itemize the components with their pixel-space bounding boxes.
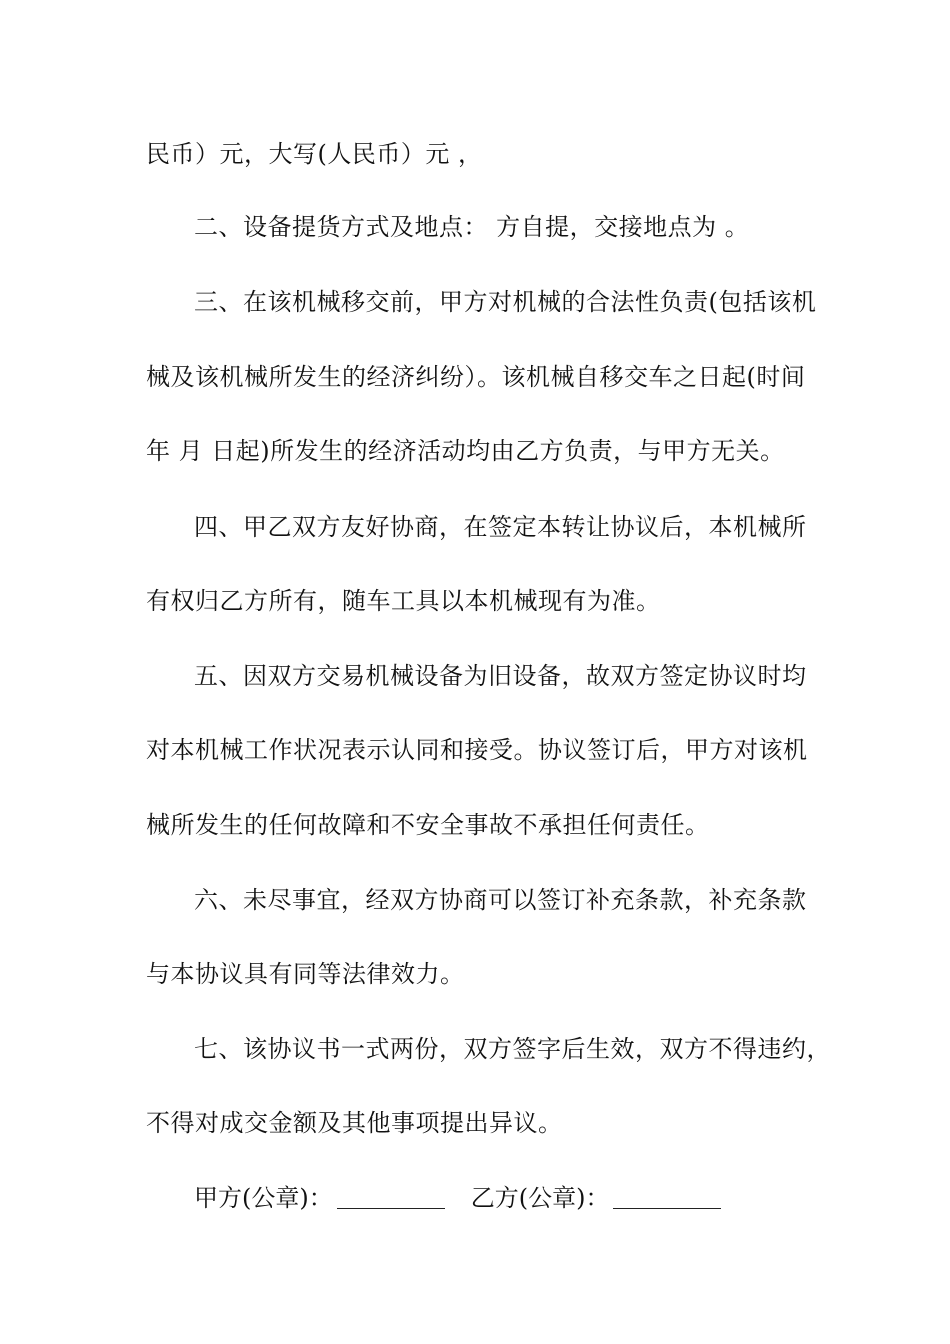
text-line-8: 五、因双方交易机械设备为旧设备，故双方签定协议时均 [194, 662, 807, 690]
text-line-6: 四、甲乙双方友好协商，在签定本转让协议后，本机械所 [194, 513, 807, 541]
party-a-signature-blank [337, 1184, 445, 1209]
text-line-12: 与本协议具有同等法律效力。 [146, 960, 465, 988]
text-line-3: 三、在该机械移交前，甲方对机械的合法性负责(包括该机 [194, 288, 817, 316]
signature-row [194, 1183, 721, 1213]
text-line-2: 二、设备提货方式及地点： 方自提，交接地点为 。 [194, 213, 750, 241]
text-line-9: 对本机械工作状况表示认同和接受。协议签订后，甲方对该机 [146, 736, 808, 764]
text-line-11: 六、未尽事宜，经双方协商可以签订补充条款，补充条款 [194, 886, 807, 914]
party-a-label: 甲方(公章)： [194, 1184, 333, 1212]
text-line-14: 不得对成交金额及其他事项提出异议。 [146, 1109, 563, 1137]
text-line-7: 有权归乙方所有，随车工具以本机械现有为准。 [146, 587, 661, 615]
party-b-label: 乙方(公章)： [470, 1184, 610, 1212]
text-line-4: 械及该机械所发生的经济纠纷）。该机械自移交车之日起(时间 [146, 363, 806, 391]
text-line-5: 年 月 日起)所发生的经济活动均由乙方负责，与甲方无关。 [146, 437, 785, 465]
party-b-signature-blank [613, 1184, 721, 1209]
text-line-10: 械所发生的任何故障和不安全事故不承担任何责任。 [146, 811, 710, 839]
text-line-1: 民币）元，大写(人民币）元 ， [146, 140, 483, 168]
text-line-13: 七、该协议书一式两份，双方签字后生效，双方不得违约， [194, 1035, 831, 1063]
